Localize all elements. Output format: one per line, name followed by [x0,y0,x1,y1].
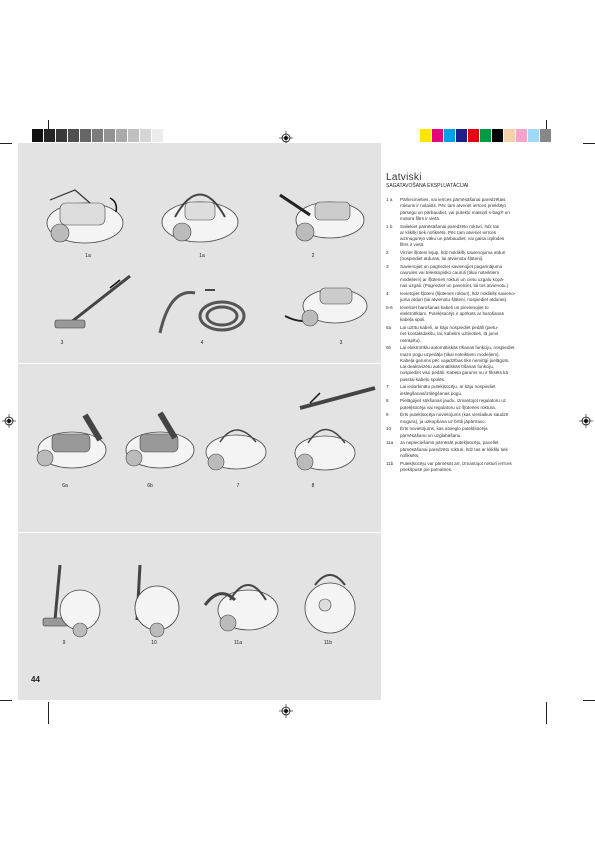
color-swatch [504,129,516,142]
step-number: 3 [386,264,389,270]
illustration-carry-by-handle [200,565,285,638]
illustration-telescopic-tube [40,268,140,338]
illustration-park-position [25,560,105,638]
illustration-suction-control [280,378,380,478]
step-item [386,384,576,397]
crop-mark-br-v [546,702,547,724]
step-item [386,264,576,289]
step-number: 11a [386,440,394,446]
figure-label: 6b [147,483,153,489]
figure-label: 2 [311,253,315,259]
step-item [386,291,576,304]
color-swatch [116,129,128,142]
illustration-cord-rewind-pedal [30,410,115,478]
step-number: 10 [386,426,392,432]
step-number: 1 a [386,197,393,202]
steps-list [386,197,576,473]
figure-label: 11a [234,640,242,646]
color-swatch [68,129,80,142]
step-text: Lai uztītu kabeli, ar kāju nospiediet pedāli (pietu- riet kontaktdakšu, lai, kabelim uztinoties, tā jums netrāpītu). [400,324,499,343]
step-text: Ērts novietojums, kas atvieglo putekļsūcēja pārnēsāšanu un uzglabāšanu. [400,426,488,438]
step-text: Lai elektrotīklu automātiskās tīšanas funkciju, nospiediet mazo pogu uzpedāļa (tikai noteiktiem modeļiem). Kabeļa garums pēc vajadzības tiks nemitīgi pielāgots. Lai deaktivizētu automātiskās tīšanas funkciju, nospiediet visu pedāli. Kabeļa garums nu ir fiksēts kā passtai kabeļu spolēs. [400,345,515,382]
step-text: Ievelciet barošanas kabeli un pievienojiet to elektrotīklam. Putekļsūcējs ir aprīkots ar barošanas kabeļa spoli. [400,304,504,323]
registration-mark-icon [579,414,593,428]
language-heading: Latviski [386,172,422,183]
step-text: Pielāgojiet sūkšanas jaudu, izmantojot regulatoru uz putekļsūcēja vai regulatoru uz šļūtenes roktura. [400,398,506,410]
color-swatch [528,129,540,142]
crop-mark-br-h [583,700,595,701]
step-item [386,461,576,474]
illustration-open-front-cover [30,178,130,248]
color-swatch [468,129,480,142]
step-item [386,345,576,383]
illustration-auto-rewind-button [120,410,200,478]
step-text: Pārliecinieties, vai ierīces pārnēsāšanai paredzētais rokturis ir nolaists. Pēc tam atveriet ierīces priekšējo pārsegu un pārbaudiet, vai putekļu maisiņš s-bag® un motora filtrs ir vietā. [400,197,510,221]
crop-mark-bl-v [48,702,49,724]
panel-divider [18,363,381,364]
figure-label: 1a [199,253,205,259]
figure-label: 9 [62,640,66,646]
registration-mark-icon [279,704,293,718]
section-heading: SAGATAVOŠANA EKSPLUATĀCIJAI [386,183,469,189]
page-number: 44 [31,675,40,684]
step-number: 5-6 [386,304,393,310]
figure-label: 7 [236,483,240,489]
color-swatch [152,129,164,142]
step-item [386,440,576,459]
color-swatch [456,129,468,142]
color-swatch [80,129,92,142]
step-number: 11b [386,460,394,466]
color-swatch [140,129,152,142]
illustration-hose-coiled [150,278,250,340]
step-number: 1 b [386,223,393,229]
crop-mark-bl-h [0,700,12,701]
step-item [386,325,576,344]
illustration-storage-position [115,560,190,638]
registration-mark-icon [2,414,16,428]
step-number: 7 [386,384,389,390]
step-text: Savienojiet un pagrieziet savienojiet pagarinājuma caurules vai teleskopisko cauruli (tikai noteiktiem modeļiem) ar šļūtenes rokturi un cietu uzgalu kopā- nas uzgali. (Pagrieziet un pavelciet, lai tos atvienotu.) [400,264,509,289]
illustration-carry-handle [150,172,250,248]
color-swatch [480,129,492,142]
color-swatch [92,129,104,142]
color-swatch [56,129,68,142]
instructions-column [386,172,576,475]
step-number: 6a [386,324,392,330]
color-swatch [420,129,432,142]
step-item [386,250,576,263]
step-text: Ja nepieciešams pārnēsāt putekļsūcēju, pacellet pārnēsāšanai paredzēto rokturi, līdz tas ar klikšķi tiek nofiksēts. [400,440,508,458]
step-item [386,426,576,439]
step-text: Saliekiet pārnēsāšanai paredzēto rokturi, līdz tas ar klikšķi tiek nofiksēts. Pēc tam atveriet ierīces aizmugurējo vāku un pārbaudiet, vai gaisa izplūdes filtrs ir vietā. [400,223,505,248]
figure-label: 8 [311,483,315,489]
color-swatch [492,129,504,142]
step-text: Ērts putekļsūcēja novietojums (kas vienlaikus saudzē mugura), ja uzkopšana uz brīdi jāpārtrauc. [400,412,509,424]
color-swatch [128,129,140,142]
step-item [386,305,576,324]
step-text: Putekļsūcēju var pārnēsāt arī, izmantojot rokturi ierīces priekšpusē pie pamatnes. [400,460,512,472]
step-text: Virziet šļūteni lejup, līdz noklikšķ savienojuma atduri (nospiediet atduras, lai atvienotu šļūteni). [400,250,506,262]
figure-label: 3 [60,340,64,346]
color-swatch [516,129,528,142]
process-color-calibration-bar [420,129,552,142]
figure-label: 10 [151,640,157,646]
step-item [386,197,576,222]
panel-divider [18,532,381,533]
step-item [386,412,576,425]
figure-label: 1a [85,253,91,259]
illustration-on-off-button [200,418,275,478]
figure-label: 11b [324,640,332,646]
color-swatch [540,129,552,142]
step-number: 9 [386,412,389,418]
crop-mark-tl-h [0,143,12,144]
step-number: 4 [386,290,389,296]
illustration-attach-hose [270,180,370,248]
color-swatch [432,129,444,142]
step-number: 2 [386,250,389,256]
step-text: Lai iedarbinātu putekļsūcēju, ar kāju nospiediet ieslēgšanas/izslēgšanas pogu. [400,384,496,396]
grayscale-calibration-bar [32,129,176,142]
crop-mark-tr-h [583,143,595,144]
illustration-front-handle [295,560,365,638]
color-swatch [44,129,56,142]
color-swatch [104,129,116,142]
step-item [386,398,576,411]
step-number: 8 [386,398,389,404]
step-text: Ievietojiet šļūteni (šļūtenes rokturi), līdz noklikšķ savieno- juma atduri (lai atvienotu šļūteni, nospiediet atduras). [400,290,516,303]
figure-label: 6a [62,483,68,489]
step-item [386,224,576,249]
figure-label: 4 [200,340,204,346]
step-number: 6b [386,345,392,351]
illustration-hose-inserted [275,276,375,340]
color-swatch [32,129,44,142]
color-swatch [164,129,176,142]
color-swatch [444,129,456,142]
figure-label: 3 [339,340,343,346]
